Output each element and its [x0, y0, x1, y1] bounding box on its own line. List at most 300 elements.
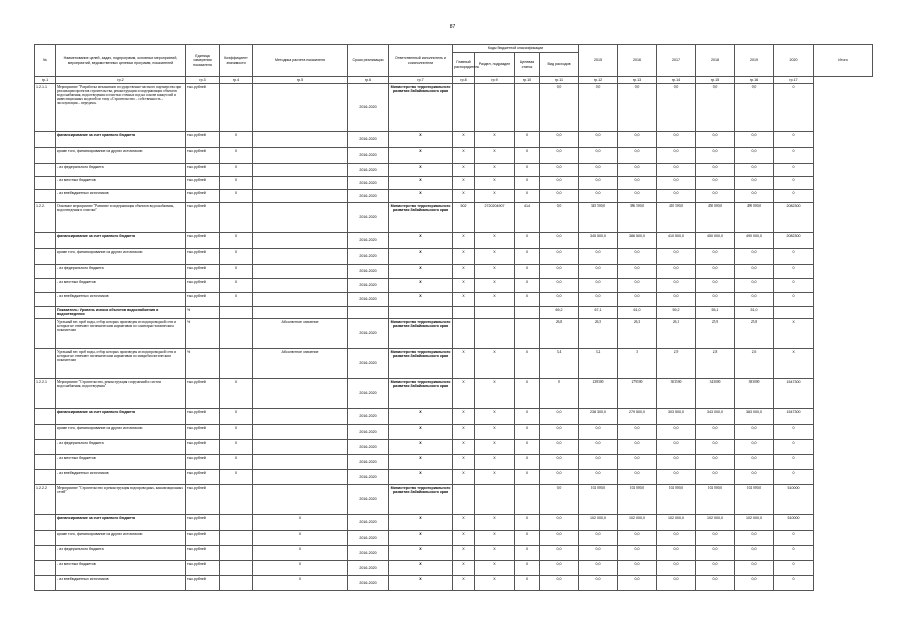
row-year-value: 102 000,0	[579, 485, 618, 515]
row-executor: X	[389, 425, 453, 440]
row-number: 1.2.2.1	[35, 379, 56, 409]
row-year-value: 102 000,0	[579, 515, 618, 531]
row-year-value: 0,0	[579, 425, 618, 440]
table-row	[35, 440, 873, 455]
row-year-value: 0,0	[696, 148, 735, 164]
row-main-code: X	[453, 349, 475, 379]
row-target-code: X	[475, 425, 515, 440]
row-year-value: 0,0	[618, 455, 657, 470]
row-coef: X	[220, 233, 253, 249]
row-main-code: X	[453, 265, 475, 279]
row-main-code: X	[453, 190, 475, 203]
row-coef: X	[220, 409, 253, 425]
col-year: 2016	[618, 45, 657, 77]
row-number	[35, 233, 56, 249]
row-target-code: X	[475, 470, 515, 485]
row-name: финансирование за счет краевого бюджета	[56, 409, 186, 425]
row-year-value: 0,0	[618, 190, 657, 203]
row-year-value: 0,0	[657, 455, 696, 470]
row-year-value: 102 000,0	[696, 515, 735, 531]
row-name: Удельный вес проб воды, отбор которых произведен из водопроводной сети и которые не отвечают гигиеническим нормативам по санитарно-химическим показателям	[56, 319, 186, 349]
row-method	[253, 132, 348, 148]
row-year-value: 0,0	[618, 148, 657, 164]
row-number	[35, 265, 56, 279]
row-main-code: X	[453, 561, 475, 576]
row-coef	[220, 349, 253, 379]
row-year-value: 51,0	[735, 307, 774, 319]
row-year-value: 343 000,0	[696, 409, 735, 425]
row-target-code: X	[475, 561, 515, 576]
row-coef	[220, 576, 253, 591]
row-year-value: 279500	[618, 379, 657, 409]
row-executor: X	[389, 531, 453, 546]
row-method	[253, 148, 348, 164]
row-type-code: X	[515, 455, 540, 470]
row-year-value: 0,0	[657, 148, 696, 164]
program-table	[34, 44, 873, 591]
row-method	[253, 425, 348, 440]
row-type-code: X	[515, 561, 540, 576]
row-coef	[220, 546, 253, 561]
row-period: 2016-2020	[348, 515, 389, 531]
row-year-value: 0,0	[540, 485, 579, 515]
col-year: 2018	[696, 45, 735, 77]
row-year-value: 343000	[696, 379, 735, 409]
row-year-value: 0,0	[579, 455, 618, 470]
column-number: гр.3	[186, 77, 220, 84]
row-year-value: 0,0	[540, 84, 579, 132]
table-row	[35, 265, 873, 279]
row-type-code: X	[515, 349, 540, 379]
column-number: гр.9	[475, 77, 515, 84]
row-type-code: X	[515, 409, 540, 425]
row-year-value: 0,0	[735, 293, 774, 307]
row-year-value: 25,9	[696, 319, 735, 349]
table-row	[35, 132, 873, 148]
row-year-value: 69,2	[540, 307, 579, 319]
row-year-value: 0,0	[540, 561, 579, 576]
col-total: Итого	[814, 45, 873, 77]
column-number: гр.2	[56, 77, 186, 84]
row-year-value: 0,0	[540, 425, 579, 440]
row-total: 0	[774, 470, 814, 485]
row-name: финансирование за счет краевого бюджета	[56, 132, 186, 148]
row-year-value: 386 500,0	[618, 203, 657, 233]
row-year-value: 0,0	[696, 531, 735, 546]
row-year-value: 0,0	[540, 177, 579, 190]
row-number	[35, 293, 56, 307]
row-year-value: 0,0	[696, 249, 735, 265]
row-coef: X	[220, 265, 253, 279]
row-name: кроме того, финансирование из других источников:	[56, 249, 186, 265]
row-name: - из федерального бюджета	[56, 164, 186, 177]
row-year-value: 0,0	[735, 531, 774, 546]
row-year-value: 102 000,0	[735, 485, 774, 515]
col-main: Главный распорядитель	[453, 53, 475, 77]
row-period: 2016-2020	[348, 576, 389, 591]
row-unit: %	[186, 319, 220, 349]
row-year-value: 0,0	[696, 455, 735, 470]
row-executor: X	[389, 265, 453, 279]
row-period: 2016-2020	[348, 190, 389, 203]
row-year-value: 0,0	[579, 190, 618, 203]
row-year-value: 3	[618, 349, 657, 379]
row-year-value: 0,0	[540, 440, 579, 455]
row-year-value: 0,0	[540, 455, 579, 470]
row-target-code: X	[475, 279, 515, 293]
row-executor: X	[389, 561, 453, 576]
col-year: 2015	[579, 45, 618, 77]
row-period: 2016-2020	[348, 233, 389, 249]
row-total: 0	[774, 265, 814, 279]
row-year-value: 0,0	[579, 164, 618, 177]
row-unit: тыс.рублей	[186, 455, 220, 470]
row-name: Основное мероприятие "Развитие и модернизация объектов водоснабжения, водоотведения и очистки"	[56, 203, 186, 233]
row-year-value: 0,0	[579, 470, 618, 485]
row-unit: тыс.рублей	[186, 190, 220, 203]
table-row	[35, 293, 873, 307]
table-row	[35, 546, 873, 561]
row-unit: тыс.рублей	[186, 164, 220, 177]
row-year-value: 0,0	[618, 531, 657, 546]
row-type-code: X	[515, 379, 540, 409]
row-period: 2016-2020	[348, 561, 389, 576]
row-year-value: 0,0	[540, 190, 579, 203]
row-year-value: 0,0	[540, 203, 579, 233]
row-type-code: 414	[515, 203, 540, 233]
row-type-code: X	[515, 546, 540, 561]
row-total: X	[774, 319, 814, 349]
row-unit: тыс.рублей	[186, 440, 220, 455]
row-main-code: X	[453, 546, 475, 561]
row-year-value: 490 000,0	[735, 233, 774, 249]
row-coef: X	[220, 148, 253, 164]
row-year-value: 102 000,0	[657, 515, 696, 531]
row-year-value: 3,2	[579, 349, 618, 379]
table-row	[35, 84, 873, 132]
row-number	[35, 455, 56, 470]
row-coef: X	[220, 132, 253, 148]
row-type-code	[515, 84, 540, 132]
row-total: 510000	[774, 515, 814, 531]
row-year-value: 386 500,0	[618, 233, 657, 249]
row-number	[35, 319, 56, 349]
row-main-code: X	[453, 515, 475, 531]
row-target-code: X	[475, 190, 515, 203]
table-row	[35, 425, 873, 440]
row-year-value: 0,0	[618, 293, 657, 307]
row-executor: X	[389, 470, 453, 485]
table-row	[35, 470, 873, 485]
row-name: - из местных бюджетов	[56, 561, 186, 576]
row-period: 2016-2020	[348, 349, 389, 379]
row-target-code: X	[475, 515, 515, 531]
row-year-value: 0,0	[540, 249, 579, 265]
table-row	[35, 177, 873, 190]
col-budget-codes: Коды бюджетной классификации	[453, 45, 579, 53]
row-year-value: 450 000,0	[696, 233, 735, 249]
row-year-value: 279 500,0	[618, 409, 657, 425]
row-year-value: 0,0	[696, 84, 735, 132]
row-year-value: 0,0	[540, 132, 579, 148]
row-main-code: X	[453, 233, 475, 249]
row-total: X	[774, 349, 814, 379]
table-row	[35, 455, 873, 470]
row-total: 0	[774, 177, 814, 190]
row-period: 2016-2020	[348, 470, 389, 485]
table-row	[35, 515, 873, 531]
row-year-value: 238300	[579, 379, 618, 409]
row-main-code: X	[453, 132, 475, 148]
table-row	[35, 233, 873, 249]
row-total: 0	[774, 561, 814, 576]
row-year-value: 0,0	[657, 177, 696, 190]
row-name: Мероприятие "Разработка механизмов государственно-частного партнерства при реализации проектов строительства, реконструкции и модернизации объектов водоснабжения, водоотведения и очистки сточных вод на основе концессий и инвестиционных моделей по типу «Строительство – собственность – эксплуатация – передача»	[56, 84, 186, 132]
row-target-code: X	[475, 440, 515, 455]
row-executor: X	[389, 293, 453, 307]
row-type-code: X	[515, 515, 540, 531]
row-executor: X	[389, 164, 453, 177]
row-target-code: X	[475, 177, 515, 190]
row-coef	[220, 485, 253, 515]
row-total: 2082300	[774, 203, 814, 233]
col-name: Наименование целей, задач, подпрограмм, основных мероприятий, мероприятий, ведомственных целевых программ, показателей	[56, 45, 186, 77]
row-year-value: 0,0	[540, 233, 579, 249]
row-year-value: 0,0	[618, 425, 657, 440]
row-main-code: X	[453, 164, 475, 177]
row-year-value: 0,0	[579, 293, 618, 307]
row-year-value: 26,1	[657, 319, 696, 349]
row-coef: X	[220, 440, 253, 455]
row-method: X	[253, 546, 348, 561]
row-year-value: 0,0	[657, 440, 696, 455]
row-period: 2016-2020	[348, 84, 389, 132]
table-row	[35, 307, 873, 319]
row-main-code: X	[453, 440, 475, 455]
row-main-code: X	[453, 455, 475, 470]
row-executor: X	[389, 576, 453, 591]
row-total: 0	[774, 440, 814, 455]
row-method	[253, 440, 348, 455]
row-main-code	[453, 485, 475, 515]
row-year-value: 0,0	[696, 293, 735, 307]
row-year-value: 0,0	[579, 531, 618, 546]
row-number	[35, 470, 56, 485]
row-period: 2016-2020	[348, 485, 389, 515]
row-year-value: 0,0	[735, 249, 774, 265]
row-year-value: 0,0	[735, 148, 774, 164]
row-period: 2016-2020	[348, 455, 389, 470]
row-total: 0	[774, 279, 814, 293]
row-type-code: X	[515, 148, 540, 164]
row-type-code: X	[515, 531, 540, 546]
row-year-value: 0,0	[618, 249, 657, 265]
row-type-code: X	[515, 576, 540, 591]
row-main-code: X	[453, 470, 475, 485]
row-year-value: 0,0	[540, 531, 579, 546]
table-row	[35, 279, 873, 293]
row-target-code: X	[475, 249, 515, 265]
row-total: 0	[774, 132, 814, 148]
row-unit: тыс.рублей	[186, 279, 220, 293]
row-year-value: 383000	[735, 379, 774, 409]
row-main-code	[453, 307, 475, 319]
row-year-value: 0,0	[696, 265, 735, 279]
row-year-value: 0,0	[696, 279, 735, 293]
row-total: 0	[774, 576, 814, 591]
row-unit: тыс.рублей	[186, 203, 220, 233]
row-unit: тыс.рублей	[186, 84, 220, 132]
row-year-value: 0,0	[657, 249, 696, 265]
row-target-code	[475, 84, 515, 132]
row-main-code: X	[453, 531, 475, 546]
row-executor: X	[389, 233, 453, 249]
row-year-value: 0,0	[735, 470, 774, 485]
col-executor: Ответственный исполнитель и соисполнители	[389, 45, 453, 77]
row-year-value: 102 000,0	[657, 485, 696, 515]
row-name: кроме того, финансирование из других источников:	[56, 531, 186, 546]
row-type-code: X	[515, 470, 540, 485]
row-coef: X	[220, 249, 253, 265]
row-method	[253, 470, 348, 485]
row-type-code: X	[515, 233, 540, 249]
row-type-code	[515, 319, 540, 349]
row-year-value: 0,0	[579, 440, 618, 455]
table-row	[35, 531, 873, 546]
row-year-value: 0,0	[579, 576, 618, 591]
row-target-code: X	[475, 349, 515, 379]
row-period: 2016-2020	[348, 531, 389, 546]
column-number: гр.16	[735, 77, 774, 84]
row-total: 0	[774, 164, 814, 177]
column-number: гр.17	[774, 77, 814, 84]
row-target-code	[475, 485, 515, 515]
row-type-code	[515, 485, 540, 515]
col-no: №	[35, 45, 56, 77]
row-year-value: 0,0	[540, 265, 579, 279]
row-method	[253, 279, 348, 293]
row-executor: X	[389, 546, 453, 561]
row-number	[35, 440, 56, 455]
row-year-value: 0,0	[657, 164, 696, 177]
row-year-value: 25,8	[735, 319, 774, 349]
row-number: 1.2.2.	[35, 203, 56, 233]
row-target-code	[475, 307, 515, 319]
row-year-value: 0,0	[579, 546, 618, 561]
row-executor: Министерство территориального развития Забайкальского края	[389, 203, 453, 233]
row-main-code: X	[453, 177, 475, 190]
row-year-value: 102 000,0	[618, 485, 657, 515]
column-number: гр.1	[35, 77, 56, 84]
page-number: 87	[449, 24, 456, 30]
row-year-value: 0,0	[735, 84, 774, 132]
row-name: - из внебюджетных источников	[56, 293, 186, 307]
row-target-code: X	[475, 409, 515, 425]
table-row	[35, 379, 873, 409]
row-unit: тыс.рублей	[186, 470, 220, 485]
col-coef: Коэффициент значимости	[220, 45, 253, 77]
row-type-code: X	[515, 190, 540, 203]
row-executor: X	[389, 249, 453, 265]
row-number	[35, 249, 56, 265]
row-method	[253, 265, 348, 279]
row-period: 2016-2020	[348, 177, 389, 190]
row-year-value: 0,0	[735, 576, 774, 591]
row-year-value: 0,0	[696, 164, 735, 177]
row-target-code: X	[475, 546, 515, 561]
row-period: 2016-2020	[348, 203, 389, 233]
row-number	[35, 576, 56, 591]
row-executor: X	[389, 132, 453, 148]
row-type-code	[515, 307, 540, 319]
row-number: 1.2.2.2	[35, 485, 56, 515]
row-year-value: 0,0	[540, 515, 579, 531]
row-coef: X	[220, 190, 253, 203]
row-period: 2016-2020	[348, 425, 389, 440]
row-main-code: X	[453, 293, 475, 307]
row-name: - из местных бюджетов	[56, 177, 186, 190]
table-header	[35, 45, 873, 84]
row-year-value: 345 500,0	[579, 233, 618, 249]
row-year-value: 0,0	[696, 576, 735, 591]
row-method	[253, 190, 348, 203]
row-main-code: X	[453, 148, 475, 164]
row-unit: тыс.рублей	[186, 576, 220, 591]
row-unit: тыс.рублей	[186, 148, 220, 164]
row-year-value: 0,0	[579, 84, 618, 132]
row-name: - из внебюджетных источников	[56, 576, 186, 591]
row-main-code	[453, 319, 475, 349]
row-year-value: 0,0	[618, 440, 657, 455]
row-year-value: 2,8	[696, 349, 735, 379]
row-total: 1547300	[774, 379, 814, 409]
row-year-value: 0,0	[657, 425, 696, 440]
table-row	[35, 148, 873, 164]
column-number: гр.10	[515, 77, 540, 84]
row-executor: X	[389, 455, 453, 470]
row-main-code: X	[453, 425, 475, 440]
row-number	[35, 531, 56, 546]
row-main-code: 502	[453, 203, 475, 233]
table-row	[35, 319, 873, 349]
row-coef	[220, 203, 253, 233]
row-name: - из местных бюджетов	[56, 279, 186, 293]
row-year-value: 0,0	[657, 190, 696, 203]
row-method	[253, 164, 348, 177]
table-row	[35, 203, 873, 233]
row-year-value: 0,0	[618, 265, 657, 279]
row-year-value: 26,3	[618, 319, 657, 349]
row-year-value: 0,0	[579, 279, 618, 293]
row-total: 0	[774, 531, 814, 546]
row-number	[35, 190, 56, 203]
row-year-value: 0,0	[696, 546, 735, 561]
row-number	[35, 177, 56, 190]
row-year-value: 0,0	[735, 164, 774, 177]
row-executor	[389, 307, 453, 319]
row-method	[253, 409, 348, 425]
row-number	[35, 148, 56, 164]
row-year-value: 0,0	[540, 576, 579, 591]
row-number	[35, 279, 56, 293]
row-year-value: 0,0	[735, 190, 774, 203]
row-total: 0	[774, 190, 814, 203]
table-row	[35, 164, 873, 177]
row-unit: тыс.рублей	[186, 546, 220, 561]
row-year-value: 26,8	[540, 319, 579, 349]
row-year-value: 59,2	[657, 307, 696, 319]
row-year-value: 0,0	[618, 576, 657, 591]
